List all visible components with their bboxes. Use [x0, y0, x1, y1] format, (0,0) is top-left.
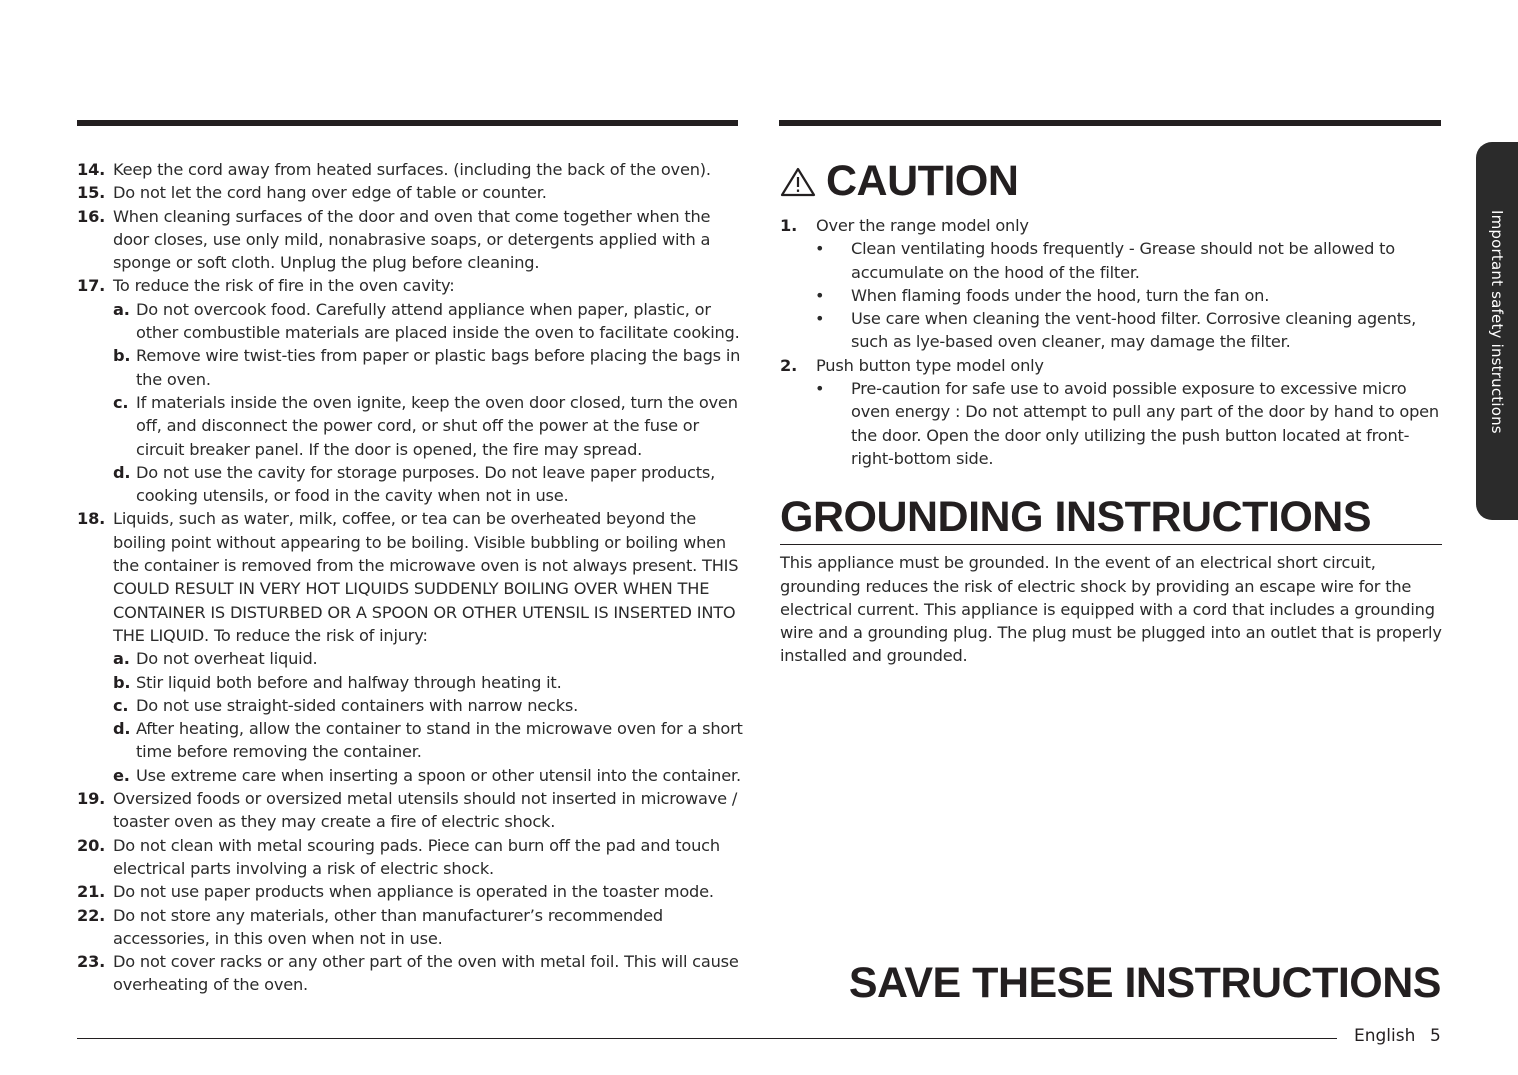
sub-item-text: Use extreme care when inserting a spoon or other utensil into the container. [136, 765, 741, 785]
list-item [77, 880, 745, 903]
item-text: Do not store any materials, other than manufacturer’s recommended accessories, in this oven when not in use. [113, 905, 663, 948]
grounding-body: This appliance must be grounded. In the event of an electrical short circuit, grounding reduces the risk of electric shock by providing an escape wire for the electrical current. This appliance is equipped with a cord that includes a grounding wire and a grounding plug. The plug must be plugged into an outlet that is properly installed and grounded. [780, 553, 1442, 666]
item-text: Do not use paper products when appliance is operated in the toaster mode. [113, 882, 714, 902]
safety-list [77, 158, 745, 997]
item-number: 22. [77, 905, 106, 925]
footer-language: English [1354, 1026, 1416, 1046]
sub-item-text: Do not use the cavity for storage purposes. Do not leave paper products, cooking utensils, or food in the cavity when not in use. [136, 462, 716, 506]
sub-list-item [113, 344, 745, 391]
warning-triangle-icon [780, 167, 816, 197]
bullet-dot: • [815, 379, 825, 399]
item-text: Do not let the cord hang over edge of table or counter. [113, 183, 547, 203]
sub-item-letter: c. [113, 695, 129, 715]
list-item [77, 950, 745, 997]
save-instructions-title: SAVE THESE INSTRUCTIONS [848, 959, 1441, 1007]
sub-item-letter: e. [113, 765, 130, 785]
sub-list-item [113, 298, 745, 345]
sub-list-item [113, 694, 745, 717]
item-number: 19. [77, 789, 106, 809]
list-item [77, 904, 745, 951]
sub-list-item [113, 671, 745, 694]
item-text: Keep the cord away from heated surfaces. (including the back of the oven). [113, 160, 711, 179]
caution-bullet [815, 377, 1442, 470]
sub-item-text: Do not use straight-sided containers with narrow necks. [136, 695, 579, 715]
bullet-dot: • [815, 239, 825, 259]
bullet-dot: • [815, 309, 825, 329]
item-text: Do not clean with metal scouring pads. Piece can burn off the pad and touch electrical parts involving a risk of electric shock. [113, 835, 720, 878]
sub-item-text: After heating, allow the container to stand in the microwave oven for a short time before removing the container. [136, 719, 743, 762]
item-number: 18. [77, 509, 106, 529]
list-item [77, 834, 745, 881]
sub-item-text: Stir liquid both before and halfway through heating it. [136, 672, 562, 692]
item-number: 17. [77, 276, 106, 296]
item-number: 15. [77, 183, 106, 203]
sub-item-text: Do not overcook food. Carefully attend appliance when paper, plastic, or other combustible materials are placed inside the oven to facilitate cooking. [136, 299, 740, 343]
sub-list-item [113, 391, 745, 461]
item-text: When cleaning surfaces of the door and oven that come together when the door closes, use only mild, nonabrasive soaps, or detergents applied with a sponge or soft cloth. Unplug the plug before cleaning. [113, 206, 711, 273]
caution-title: CAUTION [826, 157, 1019, 206]
caution-bullet [815, 237, 1442, 284]
sub-item-text: Do not overheat liquid. [136, 649, 318, 669]
bullet-dot: • [815, 285, 825, 305]
item-number: 21. [77, 882, 106, 902]
caution-bullet [815, 307, 1442, 354]
sub-item-letter: d. [113, 719, 131, 739]
caution-bullet-text: When flaming foods under the hood, turn the fan on. [851, 285, 1270, 305]
sub-list-item [113, 461, 745, 508]
item-text: Do not cover racks or any other part of the oven with metal foil. This will cause overheating of the oven. [113, 952, 739, 995]
caution-item [780, 354, 1442, 377]
caution-bullet [815, 284, 1442, 307]
sub-item-letter: a. [113, 649, 130, 669]
sub-item-text: If materials inside the oven ignite, keep the oven door closed, turn the oven off, and disconnect the power cord, or shut off the power at the fuse or circuit breaker panel. If the door is opened, the fire may spread. [136, 392, 738, 459]
item-text: Oversized foods or oversized metal utensils should not inserted in microwave / toaster oven as they may create a fire of electric shock. [113, 789, 738, 832]
list-item [77, 274, 745, 297]
list-item [77, 205, 745, 275]
sub-item-letter: d. [113, 462, 131, 482]
list-item [77, 787, 745, 834]
item-text: Liquids, such as water, milk, coffee, or tea can be overheated beyond the boiling point without appearing to be boiling. Visible bubbling or boiling when the container is removed from the microwave oven is not always present. THIS COULD RESULT IN VERY HOT LIQUIDS SUDDENLY BOILING OVER WHEN THE CONTAINER IS DISTURBED OR A SPOON OR OTHER UTENSIL IS INSERTED INTO THE LIQUID. To reduce the risk of injury: [113, 509, 739, 645]
caution-list [780, 214, 1442, 470]
sub-list-item [113, 647, 745, 670]
caution-item-number: 2. [780, 355, 798, 375]
list-item [77, 158, 745, 181]
list-item [77, 507, 745, 647]
item-text: To reduce the risk of fire in the oven cavity: [113, 276, 455, 296]
page-number: 5 [1430, 1026, 1441, 1046]
sub-item-letter: b. [113, 672, 131, 692]
right-column [780, 158, 1442, 668]
section-side-tab-label: Important safety instructions [1488, 210, 1506, 434]
caution-bullet-text: Use care when cleaning the vent-hood filter. Corrosive cleaning agents, such as lye-based oven cleaner, may damage the filter. [851, 309, 1417, 352]
caution-bullet-text: Clean ventilating hoods frequently - Grease should not be allowed to accumulate on the hood of the filter. [851, 239, 1396, 282]
sub-item-letter: a. [113, 299, 130, 319]
sub-list-item [113, 717, 745, 764]
top-rule-left [77, 120, 738, 126]
caution-heading [780, 158, 1442, 206]
item-number: 23. [77, 952, 106, 972]
item-number: 16. [77, 206, 106, 226]
caution-item-text: Push button type model only [816, 355, 1044, 375]
caution-bullet-text: Pre-caution for safe use to avoid possible exposure to excessive micro oven energy : Do not attempt to pull any part of the door by hand to open the door. Open the door only utilizing the push button located at front-right-bottom side. [851, 379, 1439, 468]
caution-item [780, 214, 1442, 237]
sub-item-letter: c. [113, 392, 129, 412]
caution-item-text: Over the range model only [816, 216, 1029, 235]
footer-rule [77, 1038, 1337, 1039]
caution-item-number: 1. [780, 216, 798, 235]
item-number: 14. [77, 160, 106, 179]
top-rule-right [779, 120, 1441, 126]
list-item [77, 181, 745, 204]
item-number: 20. [77, 835, 106, 855]
sub-item-letter: b. [113, 346, 131, 366]
sub-list-item [113, 764, 745, 787]
sub-item-text: Remove wire twist-ties from paper or plastic bags before placing the bags in the oven. [136, 346, 741, 389]
grounding-title: GROUNDING INSTRUCTIONS [780, 492, 1442, 545]
